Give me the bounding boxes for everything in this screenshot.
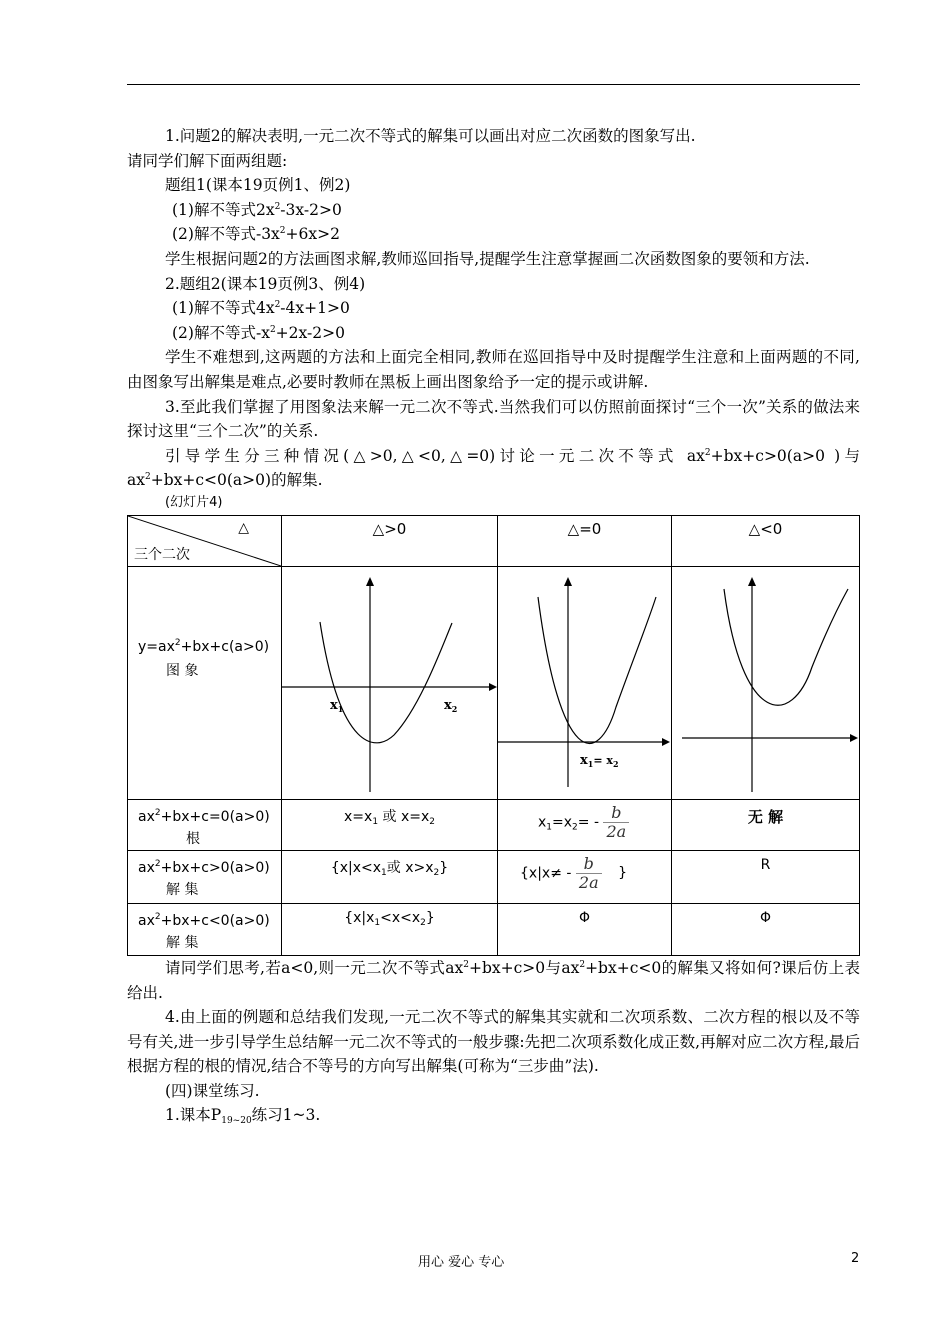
paragraph: 学生不难想到,这两题的方法和上面完全相同,教师在巡回指导中及时提醒学生注意和上面两题的不同,由图象写出解集是难点,必要时教师在黑板上画出图象给予一定的提示或讲解. [127, 348, 860, 391]
roots-two: $x=x_1$ 或 $x=x_2$ [282, 799, 498, 850]
double-root-label: $x_1^{= x}_2$ [580, 752, 619, 769]
roots-row [128, 799, 860, 850]
roots-row-label: $ax^2+bx+c=0(a>0)$ 根 [128, 799, 282, 850]
slide-label: (幻灯片4) [165, 494, 223, 510]
header-delta-zero: △=0 [498, 515, 672, 566]
roots-double: $x_1=x_2=$ - $\frac{b}{2a}$ [498, 799, 672, 850]
footer-motto: 用心 爱心 专心 [418, 1255, 505, 1270]
gt-row-label: $ax^2+bx+c>0(a>0)$ 解 集 [128, 850, 282, 903]
paragraph: (四)课堂练习. [165, 1081, 260, 1100]
corner-bottom-label: 三个二次 [134, 546, 190, 563]
paragraph: (2)解不等式$-3x^2+6x>2$ [172, 225, 340, 244]
header-delta-negative: △<0 [672, 515, 860, 566]
graph-row-label: $y=ax^2+bx+c(a>0)$ 图 象 [128, 566, 282, 799]
corner-top-label: △ [238, 519, 249, 536]
document-body [127, 124, 860, 1128]
paragraph: 3.至此我们掌握了用图象法来解一元二次不等式.当然我们可以仿照前面探讨“三个一次”关系的做法来探讨这里“三个二次”的关系. [127, 397, 860, 441]
fraction-b-over-2a: $\frac{b}{2a}$ [576, 855, 602, 892]
roots-none: 无 解 [672, 799, 860, 850]
paragraph: 题组1(课本19页例1、例2) [165, 176, 351, 195]
graph-one-root [498, 566, 672, 799]
graph-two-roots [282, 566, 498, 799]
root-x1-label: $x_1$ [330, 697, 344, 714]
paragraph: (1)解不等式$2x^2-3x-2>0$ [172, 200, 342, 219]
gt-solution-row [128, 850, 860, 903]
header-delta-positive: △>0 [282, 515, 498, 566]
lt-solution-two: $\{x|x_1<x<x_2\}$ [282, 903, 498, 955]
paragraph: 请同学们思考,若a<0,则一元二次不等式$ax^2+bx+c>0$与$ax^2+bx+c<0$的解集又将如何?课后仿上表给出. [127, 958, 860, 1002]
parabola-two-roots-graph [282, 567, 497, 799]
paragraph: 请同学们解下面两组题: [127, 151, 288, 170]
paragraph: 1.问题2的解决表明,一元二次不等式的解集可以画出对应二次函数的图象写出. [165, 127, 696, 145]
corner-cell [128, 515, 282, 566]
gt-solution-two: {$x|x<x_1$或 $x>x_2$} [282, 850, 498, 903]
parabola-no-root-graph [672, 567, 859, 799]
parabola-one-root-graph [498, 567, 671, 799]
root-x2-label: $x_2$ [444, 697, 458, 714]
three-quadratics-table [127, 515, 860, 956]
gt-solution-double: {x|x≠ - $\frac{b}{2a}$ } [498, 850, 672, 903]
gt-solution-none: R [672, 850, 860, 903]
graph-row [128, 566, 860, 799]
lt-row-label: $ax^2+bx+c<0(a>0)$ 解 集 [128, 903, 282, 955]
graph-no-root [672, 566, 860, 799]
header-rule [127, 84, 860, 85]
paragraph: (2)解不等式$-x^2+2x-2>0$ [172, 323, 345, 342]
paragraph: (1)解不等式$4x^2-4x+1>0$ [172, 299, 350, 318]
paragraph: 1.课本$P_{19\sim 20}$练习1~3. [165, 1106, 321, 1127]
lt-solution-double: Φ [498, 903, 672, 955]
paragraph: 2.题组2(课本19页例3、例4) [165, 274, 366, 293]
paragraph: 4.由上面的例题和总结我们发现,一元二次不等式的解集其实就和二次项系数、二次方程的根以及不等号有关,进一步引导学生总结解一元二次不等式的一般步骤:先把二次项系数化成正数,再解对应二次方程,最后根据方程的根的情况,结合不等号的方向写出解集(可称为“三步曲”法). [127, 1008, 861, 1076]
paragraph: 学生根据问题2的方法画图求解,教师巡回指导,提醒学生注意掌握画二次函数图象的要领和方法. [165, 249, 810, 268]
lt-solution-none: Φ [672, 903, 860, 955]
paragraph: 引导学生分三种情况(△>0,△<0,△=0)讨论一元二次不等式 $ax^2+bx+c>0(a>0$ )与 $ax^2+bx+c<0(a>0)$的解集. [127, 446, 860, 490]
fraction-b-over-2a: $\frac{b}{2a}$ [603, 804, 629, 841]
lt-solution-row [128, 903, 860, 955]
page-number: 2 [851, 1251, 860, 1266]
table-header-row [128, 515, 860, 566]
